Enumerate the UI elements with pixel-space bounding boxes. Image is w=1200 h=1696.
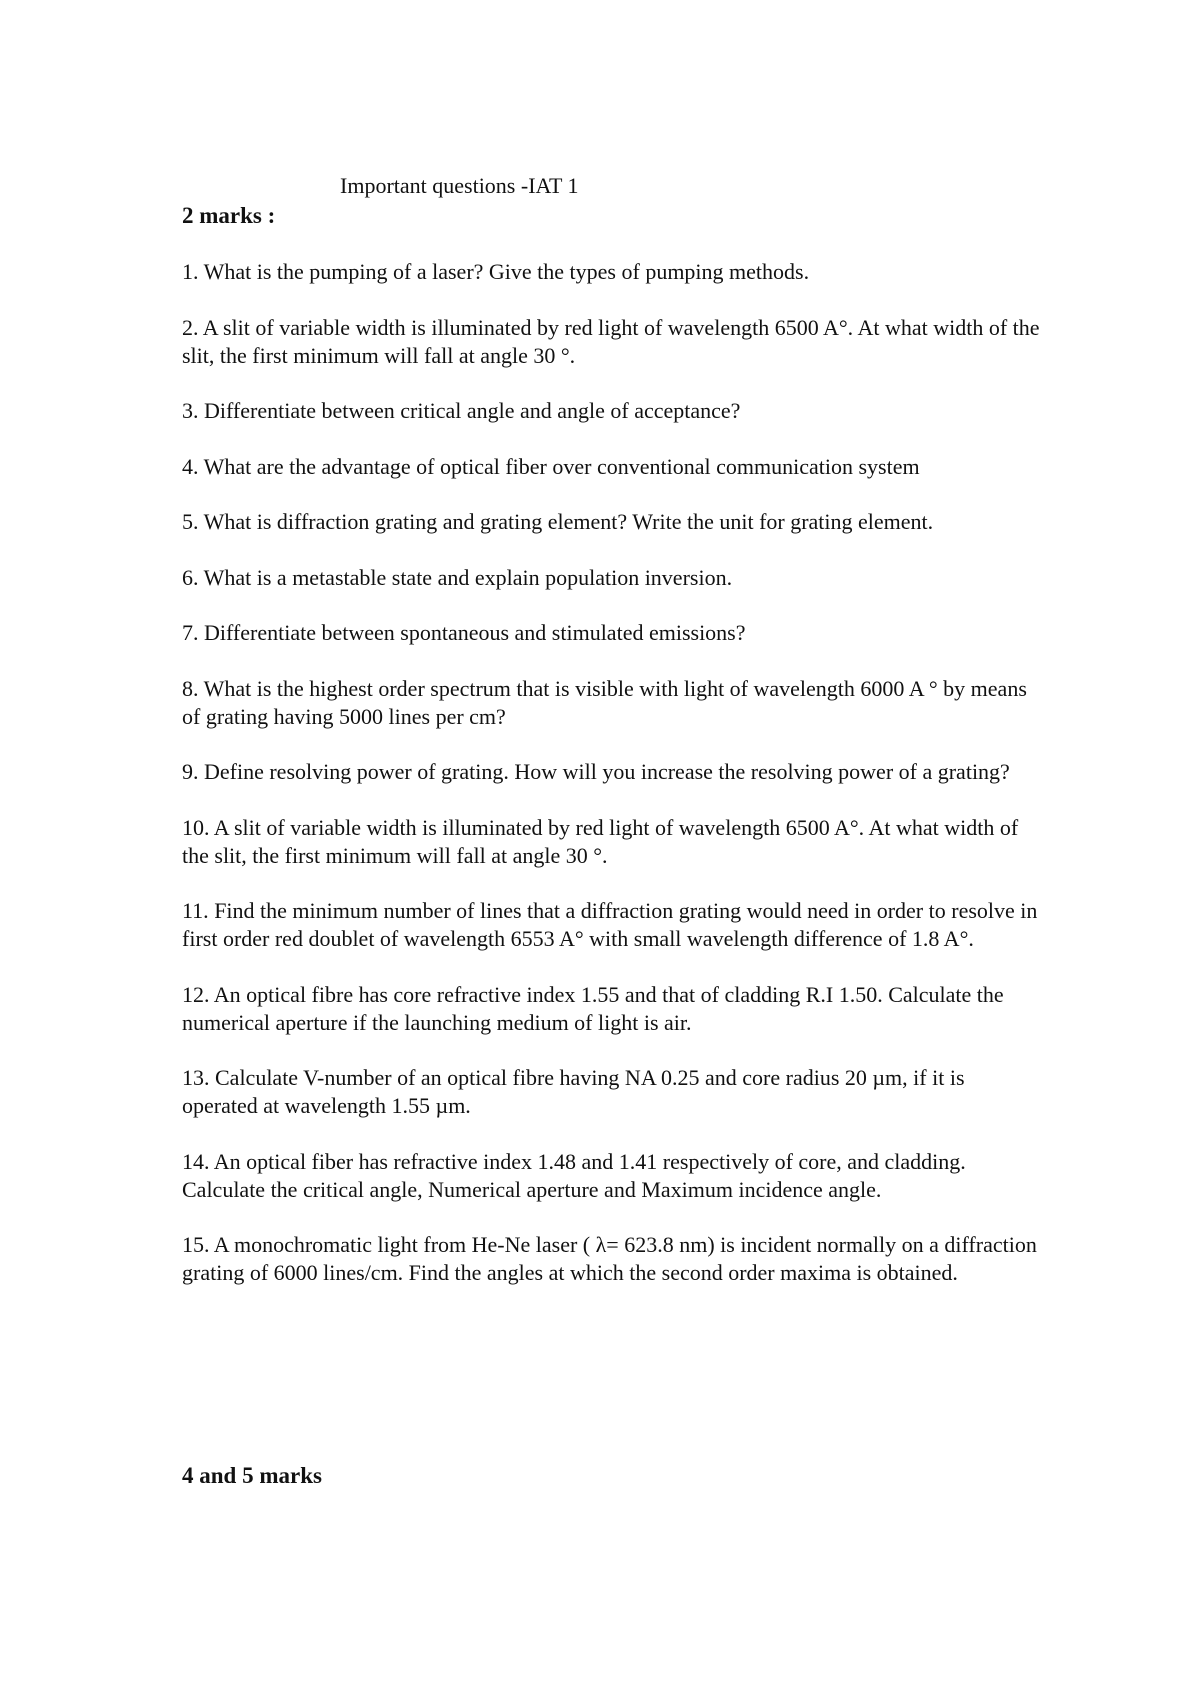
question-number: 11. (182, 898, 209, 923)
question-number: 9. (182, 759, 199, 784)
question-number: 6. (182, 564, 199, 590)
question-item-3 (182, 397, 1042, 425)
section-heading-2-marks: 2 marks : (182, 203, 276, 228)
question-list (182, 258, 1042, 1315)
question-text: Define resolving power of grating. How will you increase the resolving power of a grating? (204, 759, 1010, 784)
question-item-5 (182, 508, 1042, 536)
question-text: Calculate V-number of an optical fibre having NA 0.25 and core radius 20 µm, if it is operated at wavelength 1.55 µm. (182, 1065, 965, 1118)
question-text: Find the minimum number of lines that a diffraction grating would need in order to resolve in first order red doublet of wavelength 6553 A° with small wavelength difference of 1.8 A°. (182, 898, 1038, 951)
question-text: What is the highest order spectrum that is visible with light of wavelength 6000 A ° by means of grating having 5000 lines per cm? (182, 675, 1027, 729)
question-text: What are the advantage of optical fiber over conventional communication system (203, 453, 920, 479)
question-number: 15. (182, 1232, 210, 1257)
document-title: Important questions -IAT 1 (340, 173, 579, 198)
question-text: What is diffraction grating and grating element? Write the unit for grating element. (203, 509, 934, 534)
question-number: 3. (182, 398, 199, 423)
question-item-4 (182, 453, 1042, 481)
question-number: 7. (182, 620, 199, 645)
question-text: Differentiate between critical angle and angle of acceptance? (204, 398, 741, 423)
question-number: 10. (182, 814, 210, 840)
question-text: A monochromatic light from He-Ne laser ( λ= 623.8 nm) is incident normally on a diffraction grating of 6000 lines/cm. Find the angles at which the second order maxima is obtained. (182, 1232, 1037, 1285)
question-item-9 (182, 758, 1042, 786)
question-item-15 (182, 1231, 1042, 1287)
question-text: A slit of variable width is illuminated by red light of wavelength 6500 A°. At what width of the slit, the first minimum will fall at angle 30 °. (182, 814, 1019, 868)
question-text: Differentiate between spontaneous and stimulated emissions? (204, 620, 746, 645)
question-number: 5. (182, 509, 199, 534)
question-item-14 (182, 1148, 1042, 1204)
question-item-1 (182, 258, 1042, 286)
question-number: 12. (182, 981, 210, 1007)
question-item-2 (182, 314, 1042, 370)
question-text: What is the pumping of a laser? Give the types of pumping methods. (203, 259, 810, 284)
question-number: 14. (182, 1148, 210, 1174)
question-item-8 (182, 675, 1042, 731)
question-text: What is a metastable state and explain population inversion. (203, 564, 733, 590)
question-item-12 (182, 981, 1042, 1037)
question-number: 8. (182, 675, 199, 701)
question-number: 2. (182, 314, 199, 340)
question-number: 13. (182, 1065, 210, 1090)
question-item-6 (182, 564, 1042, 592)
question-item-11 (182, 897, 1042, 953)
question-number: 4. (182, 453, 199, 479)
question-number: 1. (182, 259, 199, 284)
question-text: A slit of variable width is illuminated by red light of wavelength 6500 A°. At what width of the slit, the first minimum will fall at angle 30 °. (182, 314, 1040, 368)
question-item-10 (182, 814, 1042, 870)
section-heading-4-and-5-marks: 4 and 5 marks (182, 1463, 322, 1488)
question-text: An optical fibre has core refractive index 1.55 and that of cladding R.I 1.50. Calculate the numerical aperture if the launching medium of light is air. (182, 981, 1004, 1035)
question-item-13 (182, 1064, 1042, 1120)
question-item-7 (182, 619, 1042, 647)
question-text: An optical fiber has refractive index 1.48 and 1.41 respectively of core, and cladding. Calculate the critical angle, Numerical aperture and Maximum incidence angle. (182, 1148, 966, 1202)
